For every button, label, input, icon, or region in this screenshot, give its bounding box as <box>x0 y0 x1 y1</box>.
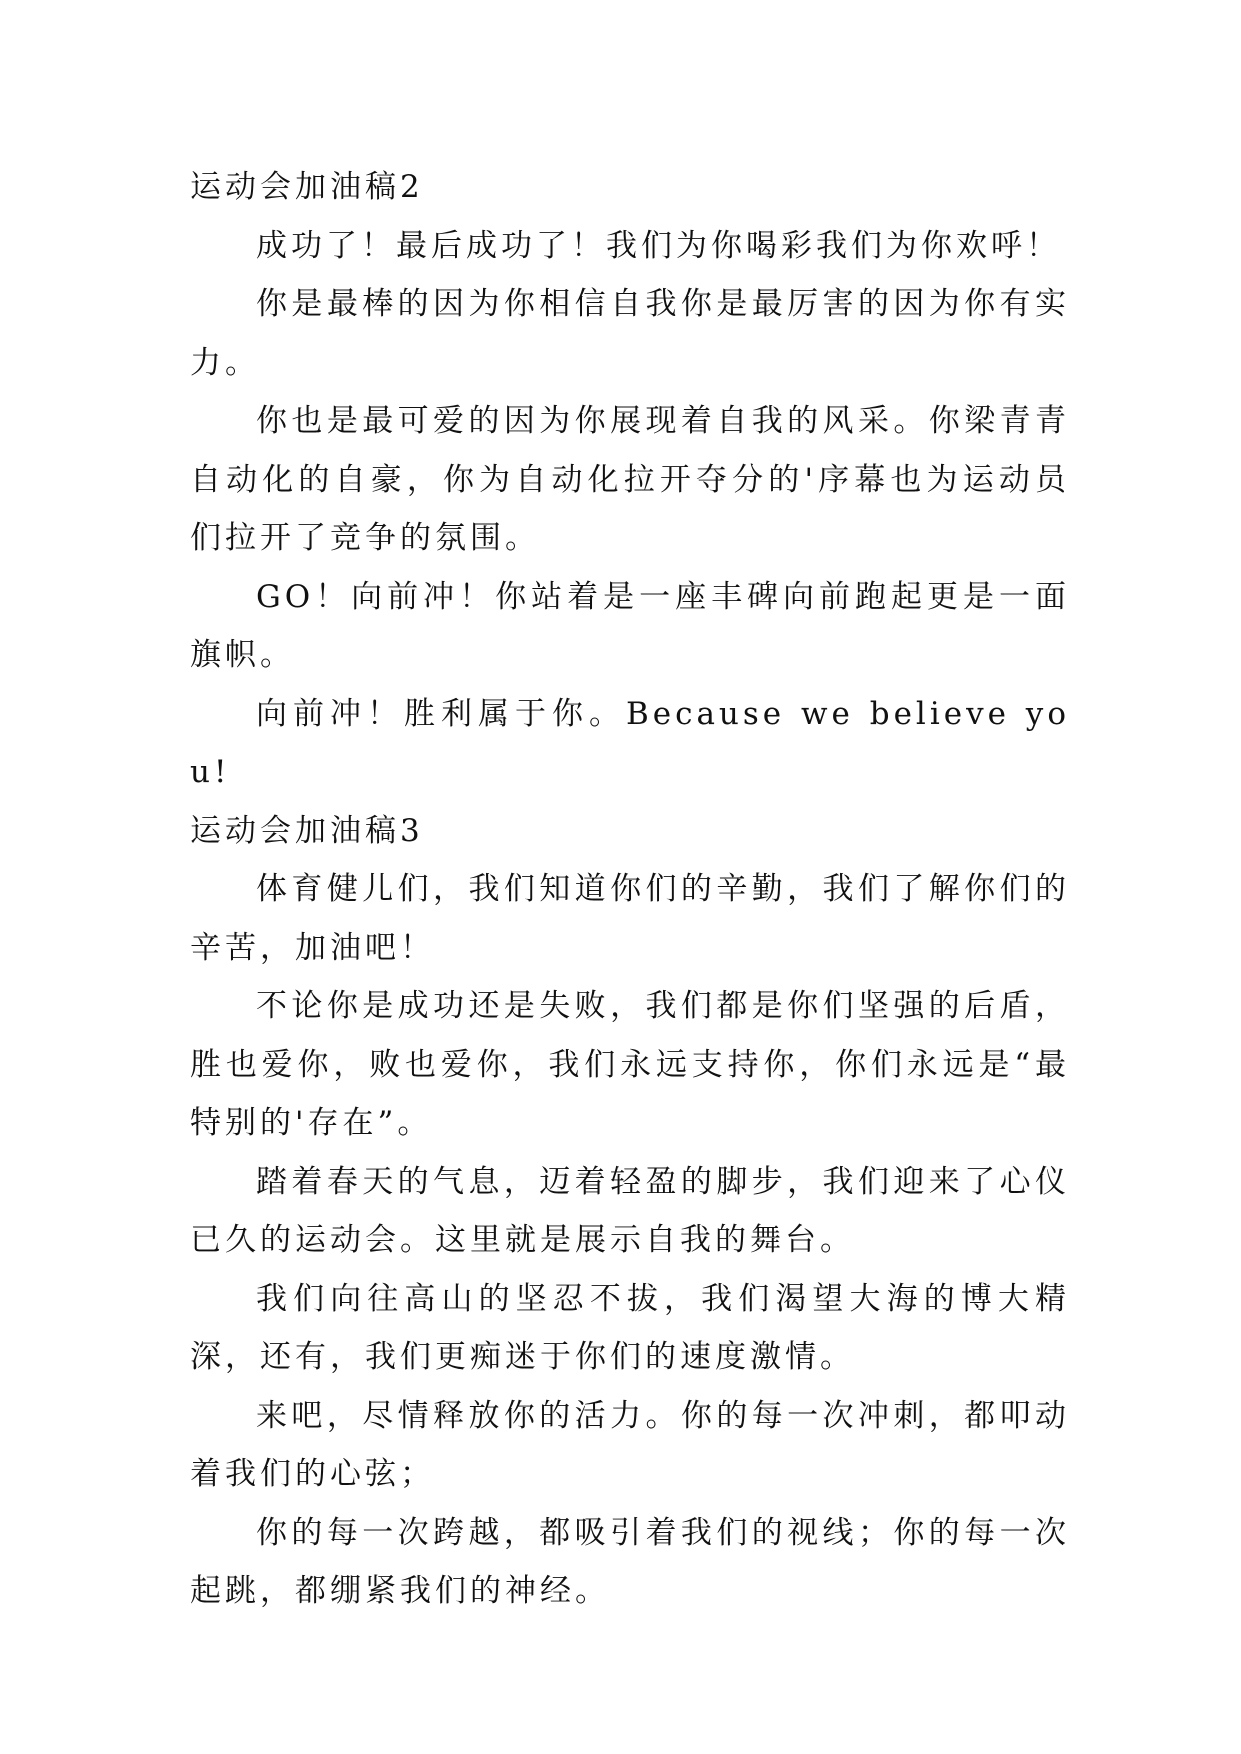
paragraph: 你的每一次跨越，都吸引着我们的视线；你的每一次起跳，都绷紧我们的神经。 <box>190 1514 1070 1609</box>
paragraph: 你也是最可爱的因为你展现着自我的风采。你梁青青自动化的自豪，你为自动化拉开夺分的'序幕也为运动员们拉开了竞争的氛围。 <box>190 403 1070 556</box>
paragraph: 向前冲！胜利属于你。Because we believe you! <box>190 695 1070 790</box>
paragraph: 不论你是成功还是失败，我们都是你们坚强的后盾，胜也爱你，败也爱你，我们永远支持你，你们永远是“最特别的'存在”。 <box>190 988 1070 1141</box>
section-title: 运动会加油稿2 <box>190 169 424 205</box>
paragraph: 来吧，尽情释放你的活力。你的每一次冲刺，都叩动着我们的心弦； <box>190 1397 1070 1492</box>
paragraph: 你是最棒的因为你相信自我你是最厉害的因为你有实力。 <box>190 286 1070 381</box>
paragraph: 体育健儿们，我们知道你们的辛勤，我们了解你们的辛苦，加油吧！ <box>190 871 1070 966</box>
document-body <box>190 158 1070 1621</box>
paragraph: 踏着春天的气息，迈着轻盈的脚步，我们迎来了心仪已久的运动会。这里就是展示自我的舞台。 <box>190 1163 1070 1258</box>
paragraph: 我们向往高山的坚忍不拔，我们渴望大海的博大精深，还有，我们更痴迷于你们的速度激情。 <box>190 1280 1070 1375</box>
paragraph: 成功了！最后成功了！我们为你喝彩我们为你欢呼！ <box>256 227 1061 264</box>
section-title: 运动会加油稿3 <box>190 812 424 849</box>
paragraph: GO！向前冲！你站着是一座丰碑向前跑起更是一面旗帜。 <box>190 578 1070 673</box>
